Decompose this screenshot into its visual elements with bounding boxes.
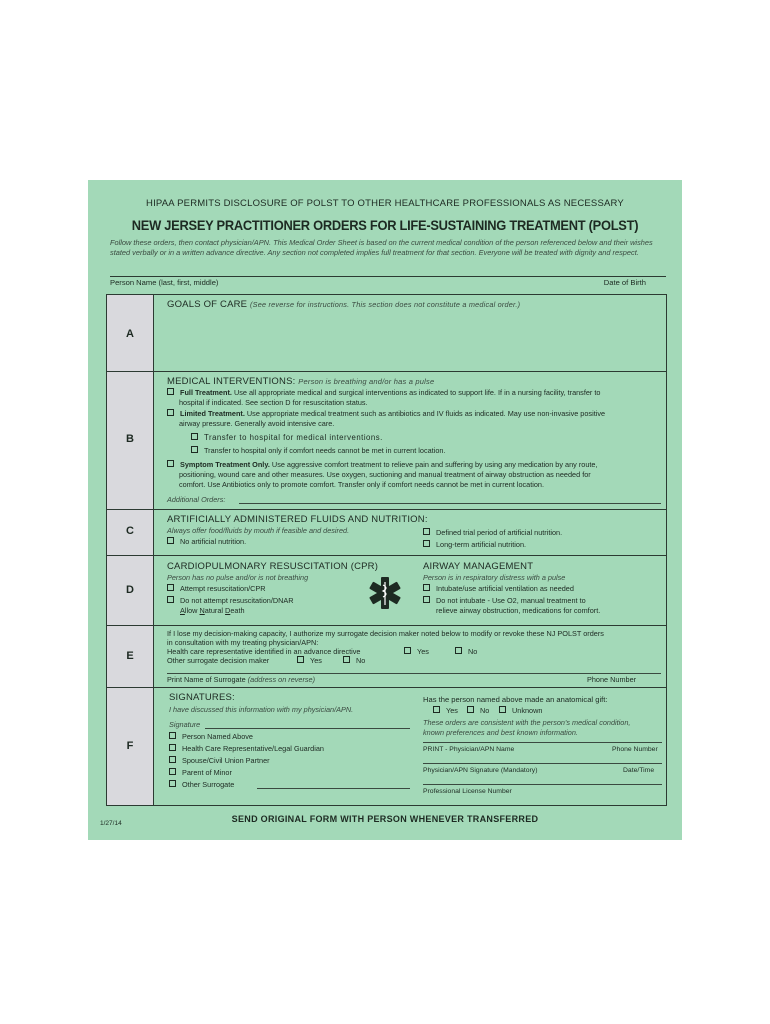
checkbox-icon[interactable] (169, 732, 176, 739)
form-title: NEW JERSEY PRACTITIONER ORDERS FOR LIFE-SUSTAINING TREATMENT (POLST) (131, 217, 639, 233)
section-b-letter: B (126, 433, 134, 445)
section-f-letter: F (126, 740, 134, 752)
checkbox-icon[interactable] (455, 647, 462, 654)
do-not-intubate-text2: relieve airway obstruction, medications for comfort. (436, 606, 601, 615)
checkbox-icon[interactable] (404, 647, 411, 654)
other-yes-option[interactable]: Yes (297, 656, 322, 666)
section-a-letter: A (126, 328, 134, 340)
checkbox-icon[interactable] (343, 656, 350, 663)
sig-opt-spouse[interactable]: Spouse/Civil Union Partner (169, 756, 270, 766)
print-surrogate-label: Print Name of Surrogate (address on reverse) (167, 675, 316, 684)
person-name-label: Person Name (last, first, middle) (110, 278, 219, 287)
goals-title: GOALS OF CARE (167, 299, 248, 310)
physician-phone-label: Phone Number (612, 746, 658, 753)
physician-signature-label: Physician/APN Signature (Mandatory) (423, 767, 538, 774)
cpr-subtitle: Person has no pulse and/or is not breathing (167, 573, 309, 582)
airway-subtitle: Person is in respiratory distress with a pulse (423, 573, 566, 582)
checkbox-icon[interactable] (167, 596, 174, 603)
section-b-heading (167, 376, 434, 387)
trial-nutrition-option[interactable]: Defined trial period of artificial nutrition. (423, 528, 562, 538)
signatures-title: SIGNATURES: (169, 692, 235, 703)
anatomical-gift-question: Has the person named above made an anatomical gift: (423, 695, 608, 704)
checkbox-icon[interactable] (169, 756, 176, 763)
sig-opt-other[interactable]: Other Surrogate (169, 780, 234, 790)
other-surrogate-field[interactable] (257, 788, 410, 789)
physician-name-field[interactable] (423, 742, 662, 743)
hipaa-header: HIPAA PERMITS DISCLOSURE OF POLST TO OTHER HEALTHCARE PROFESSIONALS AS NECESSARY (146, 198, 624, 209)
symptom-text3: comfort. Use Antibiotics only to promote comfort. Transfer only if comfort needs cannot be met in current location. (179, 480, 545, 489)
checkbox-icon[interactable] (167, 409, 174, 416)
footer-instruction: SEND ORIGINAL FORM WITH PERSON WHENEVER TRANSFERRED (231, 814, 539, 824)
symptom-text2: positioning, wound care and other measures. Use oxygen, suctioning and manual treatment of airway obstruction as needed for (179, 470, 591, 479)
checkbox-icon[interactable] (499, 706, 506, 713)
checkbox-icon[interactable] (167, 460, 174, 467)
consistent-text: These orders are consistent with the person's medical condition, (423, 718, 631, 727)
person-name-line (110, 276, 666, 277)
airway-title: AIRWAY MANAGEMENT (423, 561, 534, 572)
medical-interventions-title: MEDICAL INTERVENTIONS: (167, 376, 296, 387)
checkbox-icon[interactable] (433, 706, 440, 713)
physician-signature-field[interactable] (423, 763, 662, 764)
hcr-text: Health care representative identified in an advance directive (167, 647, 361, 656)
transfer-hospital-option[interactable]: Transfer to hospital for medical interventions. (191, 433, 383, 443)
license-label: Professional License Number (423, 788, 512, 795)
surrogate-name-field[interactable] (167, 673, 661, 674)
symptom-treatment-option[interactable]: Symptom Treatment Only. Use aggressive comfort treatment to relieve pain and suffering by using any medication by any route, (167, 460, 662, 470)
license-field[interactable] (423, 784, 662, 785)
discussed-text: I have discussed this information with my physician/APN. (169, 705, 354, 714)
attempt-cpr-option[interactable]: Attempt resuscitation/CPR (167, 584, 266, 594)
checkbox-icon[interactable] (423, 540, 430, 547)
checkbox-icon[interactable] (423, 584, 430, 591)
surrogate-authorization-text2: in consultation with my treating physician/APN: (167, 638, 319, 647)
surrogate-phone-label: Phone Number (587, 675, 637, 684)
consistent-text2: known preferences and best known information. (423, 728, 578, 737)
checkbox-icon[interactable] (167, 584, 174, 591)
additional-orders-label: Additional Orders: (167, 495, 226, 504)
section-d-letter: D (126, 584, 134, 596)
signature-label: Signature (169, 720, 201, 729)
longterm-nutrition-option[interactable]: Long-term artificial nutrition. (423, 540, 526, 550)
form-date: 1/27/14 (100, 820, 122, 827)
orders-table (106, 294, 667, 806)
allow-natural-death-text: Allow Natural Death (180, 606, 245, 615)
transfer-comfort-option[interactable]: Transfer to hospital only if comfort needs cannot be met in current location. (191, 446, 445, 456)
goals-field[interactable] (159, 313, 659, 367)
do-not-intubate-option[interactable]: Do not intubate - Use O2, manual treatment to (423, 596, 586, 606)
datetime-label: Date/Time (623, 767, 655, 774)
checkbox-icon[interactable] (423, 596, 430, 603)
full-treatment-option[interactable]: Full Treatment. Use all appropriate medical and surgical interventions as indicated to support life. If in a nursing facility, transfer to (167, 388, 662, 398)
gift-unknown-option[interactable]: Unknown (499, 706, 542, 716)
dnar-option[interactable]: Do not attempt resuscitation/DNAR (167, 596, 294, 606)
checkbox-icon[interactable] (167, 537, 174, 544)
intro-text: Follow these orders, then contact physician/APN. This Medical Order Sheet is based on the current medical condition of the person referenced below and their wishes stated verbally or in a written advance directive. Any section not completed implies full treatment for that section. Everyone will be treated with dignity and respect. (110, 238, 653, 257)
fluids-subtitle: Always offer food/fluids by mouth if feasible and desired. (167, 526, 350, 535)
section-a-heading (167, 299, 520, 310)
limited-treatment-text2: airway pressure. Generally avoid intensive care. (179, 419, 335, 428)
checkbox-icon[interactable] (297, 656, 304, 663)
additional-orders-field[interactable] (239, 503, 661, 504)
gift-no-option[interactable]: No (467, 706, 489, 716)
fluids-nutrition-title: ARTIFICIALLY ADMINISTERED FLUIDS AND NUTRITION: (167, 514, 428, 525)
other-surrogate-text: Other surrogate decision maker (167, 656, 270, 665)
gift-yes-option[interactable]: Yes (433, 706, 458, 716)
medical-interventions-subtitle: Person is breathing and/or has a pulse (298, 377, 435, 386)
checkbox-icon[interactable] (169, 744, 176, 751)
dob-label: Date of Birth (603, 278, 646, 287)
full-treatment-text2: hospital if indicated. See section D for resuscitation status. (179, 398, 368, 407)
sig-opt-person[interactable]: Person Named Above (169, 732, 253, 742)
checkbox-icon[interactable] (423, 528, 430, 535)
section-c-letter: C (126, 525, 134, 537)
goals-note: (See reverse for instructions. This section does not constitute a medical order.) (250, 300, 521, 309)
star-of-life-icon (367, 575, 403, 611)
checkbox-icon[interactable] (191, 446, 198, 453)
cpr-title: CARDIOPULMONARY RESUSCITATION (CPR) (167, 561, 379, 572)
checkbox-icon[interactable] (167, 388, 174, 395)
sig-opt-parent[interactable]: Parent of Minor (169, 768, 232, 778)
intubate-option[interactable]: Intubate/use artificial ventilation as needed (423, 584, 574, 594)
no-artificial-nutrition-option[interactable]: No artificial nutrition. (167, 537, 246, 547)
other-no-option[interactable]: No (343, 656, 365, 666)
checkbox-icon[interactable] (169, 768, 176, 775)
hcr-yes-option[interactable]: Yes (404, 647, 429, 657)
limited-treatment-option[interactable]: Limited Treatment. Use appropriate medical treatment such as antibiotics and IV fluids as indicated. May use non-invasive positive (167, 409, 662, 419)
polst-form (88, 180, 682, 840)
checkbox-icon[interactable] (467, 706, 474, 713)
checkbox-icon[interactable] (191, 433, 198, 440)
physician-name-label: PRINT - Physician/APN Name (423, 746, 515, 753)
surrogate-authorization-text: If I lose my decision-making capacity, I authorize my surrogate decision maker noted below to modify or revoke these NJ POLST orders (167, 629, 604, 638)
sig-opt-hcr[interactable]: Health Care Representative/Legal Guardian (169, 744, 324, 754)
signature-field[interactable] (205, 728, 410, 729)
section-e-letter: E (126, 650, 134, 662)
hcr-no-option[interactable]: No (455, 647, 477, 657)
checkbox-icon[interactable] (169, 780, 176, 787)
